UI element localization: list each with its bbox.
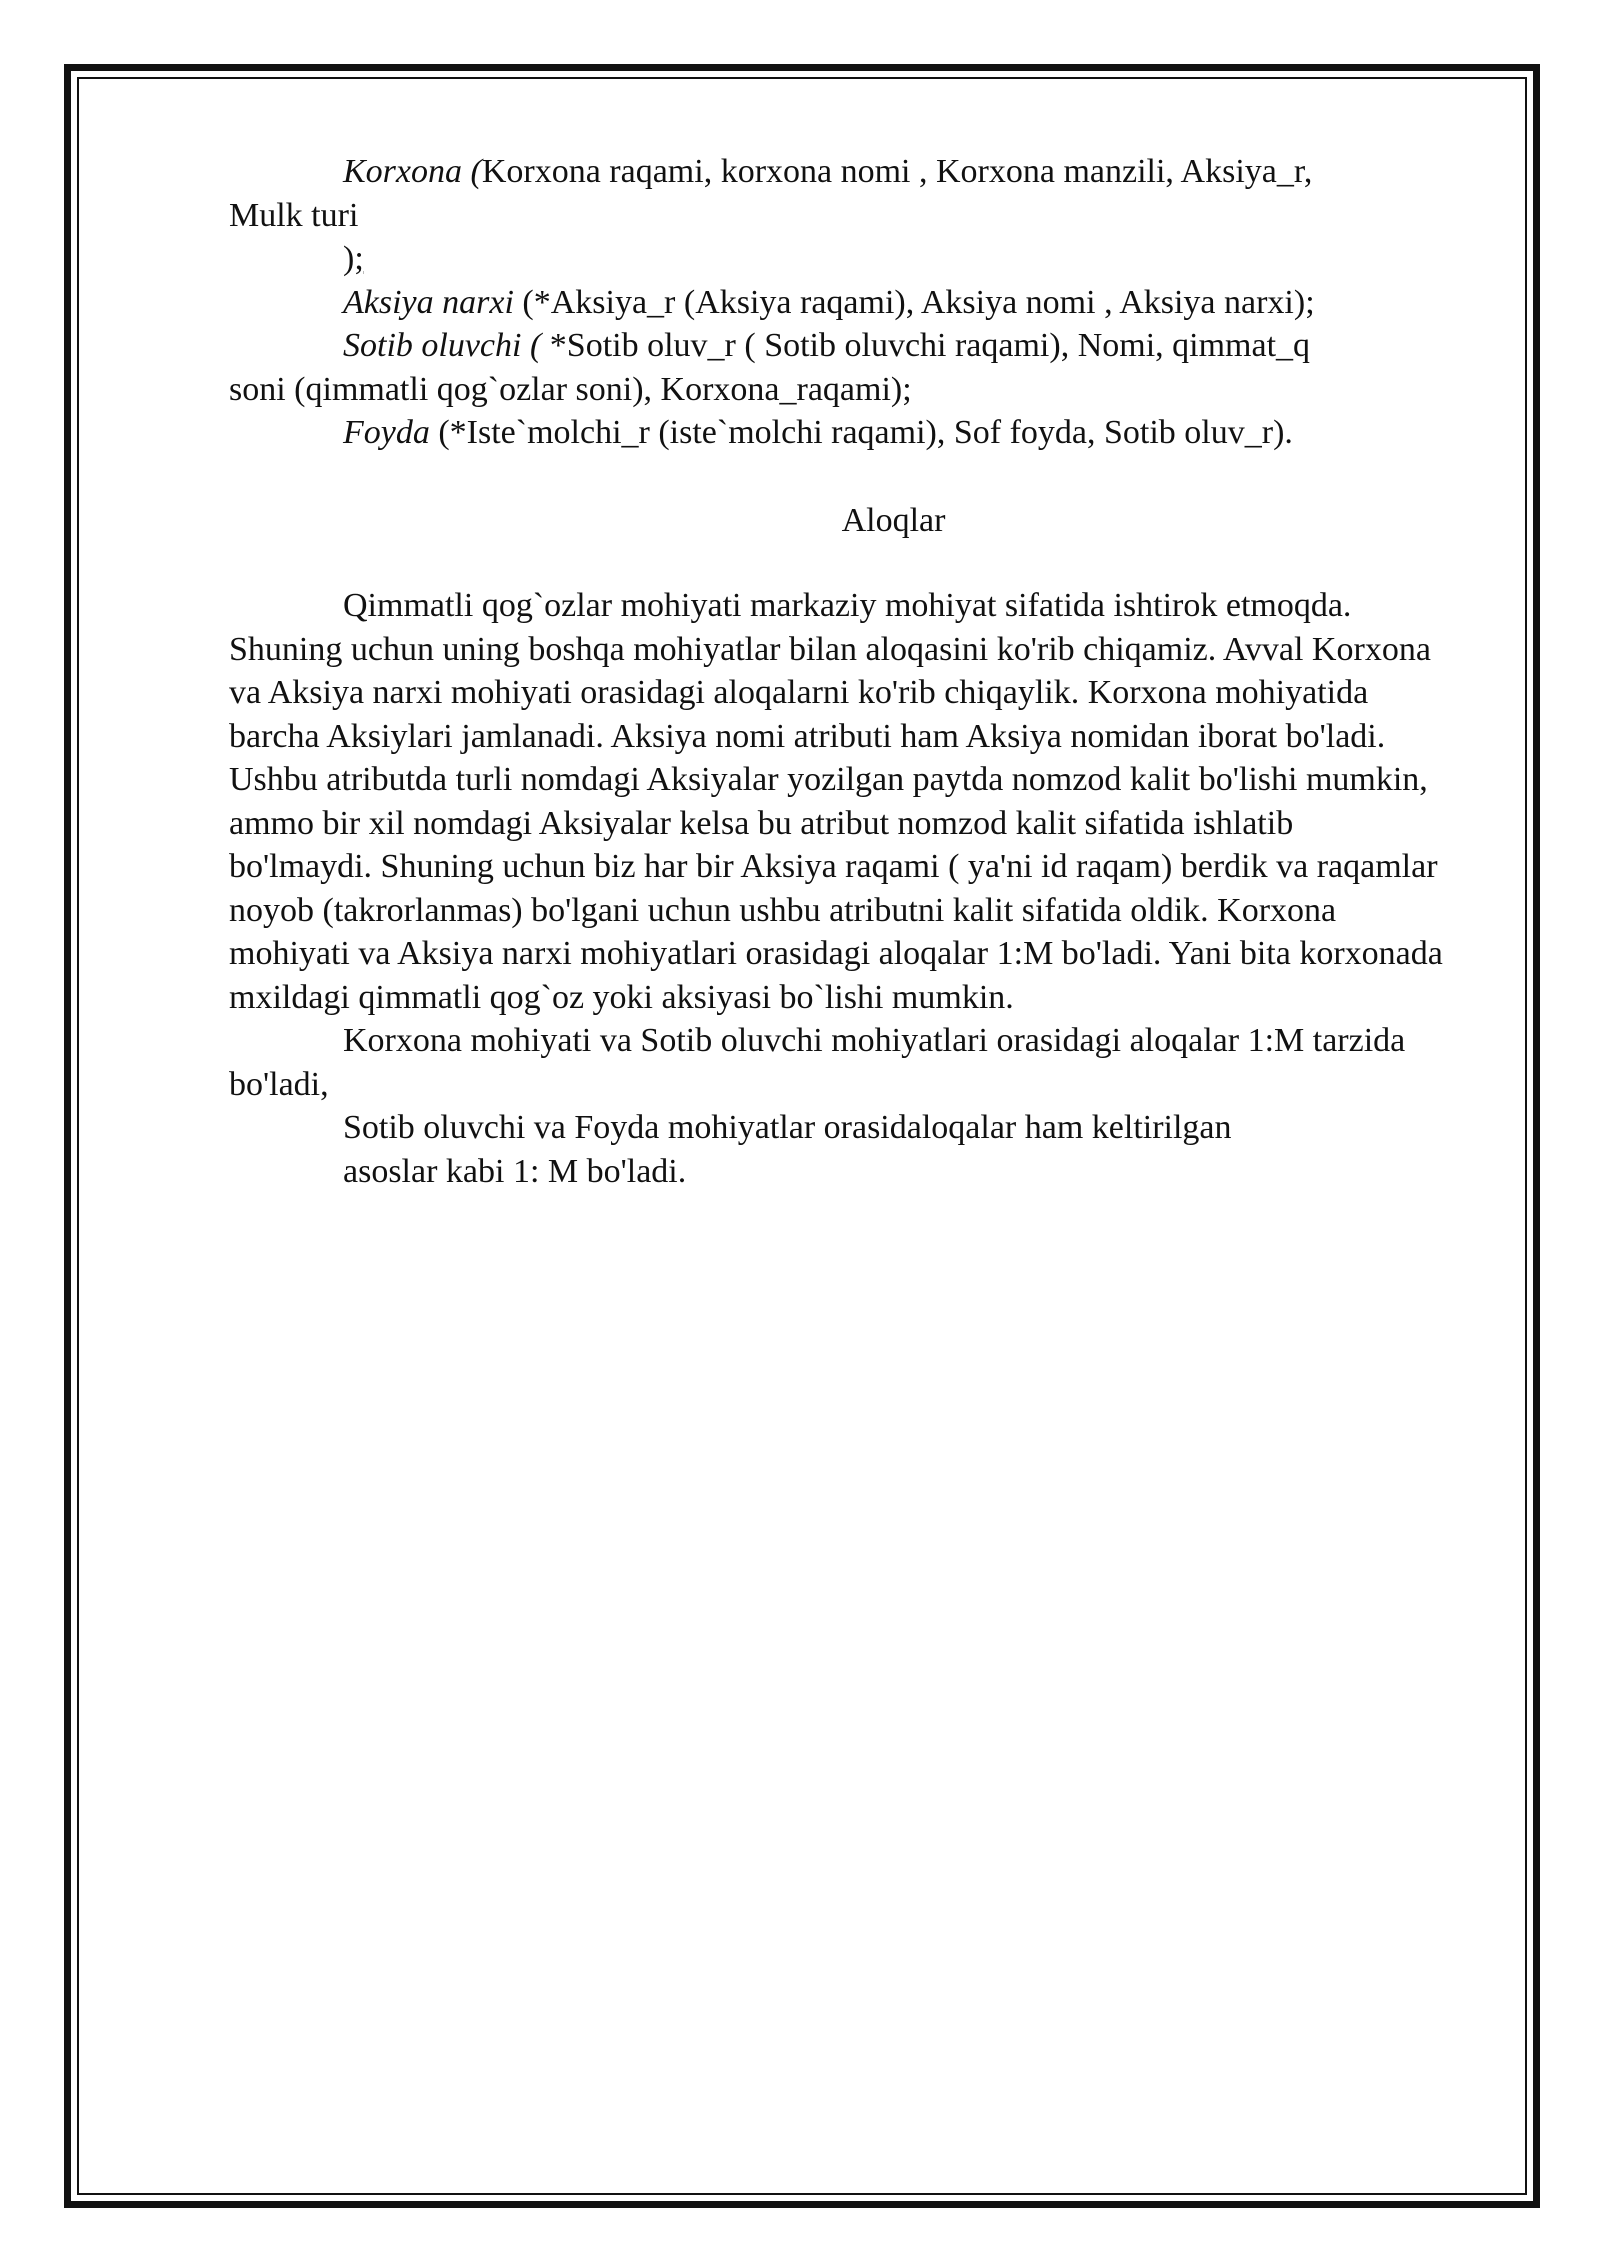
entity-attrs-korxona-line2: Mulk turi — [229, 196, 359, 234]
paragraph-relations-3-line1: Sotib oluvchi va Foyda mohiyatlar orasidaloqalar ham keltirilgan — [343, 1109, 1232, 1146]
schema-foyda — [229, 411, 1444, 455]
document-body — [229, 150, 1444, 1193]
section-heading: Aloqlar — [841, 501, 946, 539]
schema-korxona-close — [229, 237, 1444, 281]
schema-aksiya-narxi — [229, 281, 1444, 325]
entity-name-aksiya-narxi: Aksiya narxi — [343, 283, 514, 321]
entity-attrs-foyda: (*Iste`molchi_r (iste`molchi raqami), Sof foyda, Sotib oluv_r). — [429, 414, 1293, 451]
entity-name-korxona: Korxona ( — [343, 153, 482, 190]
schema-sotib-oluvchi-continued — [229, 368, 1444, 412]
entity-attrs-aksiya-narxi: (*Aksiya_r (Aksiya raqami), Aksiya nomi , Aksiya narxi); — [513, 283, 1315, 321]
entity-name-sotib-oluvchi: Sotib oluvchi ( — [343, 327, 542, 364]
entity-name-foyda: Foyda — [343, 414, 430, 451]
paragraph-relations-3-line2: asoslar kabi 1: M bo'ladi. — [343, 1152, 687, 1190]
entity-semicolon-sotib-oluvchi: ; — [902, 370, 912, 408]
schema-korxona — [229, 150, 1444, 194]
entity-close-korxona: ); — [343, 240, 364, 277]
schema-sotib-oluvchi — [229, 324, 1444, 368]
entity-attrs-sotib-oluvchi-line2: soni (qimmatli qog`ozlar soni), Korxona_raqami) — [229, 370, 903, 408]
schema-korxona-continued — [229, 194, 1444, 238]
entity-attrs-sotib-oluvchi-line1: *Sotib oluv_r ( Sotib oluvchi raqami), Nomi, qimmat_q — [541, 327, 1311, 364]
paragraph-relations-2: Korxona mohiyati va Sotib oluvchi mohiyatlari orasidagi aloqalar 1:M tarzida bo'ladi, — [229, 1022, 1406, 1103]
entity-attrs-korxona-line1: Korxona raqami, korxona nomi , Korxona manzili, Aksiya_r, — [481, 153, 1313, 190]
paragraph-relations-1: Qimmatli qog`ozlar mohiyati markaziy mohiyat sifatida ishtirok etmoqda. Shuning uchun uning boshqa mohiyatlar bilan aloqasini ko'rib chiqamiz. Avval Korxona va Aksiya narxi mohiyati orasidagi aloqalarni ko'rib chiqaylik. Korxona mohiyatida barcha Aksiylari jamlanadi. Aksiya nomi atributi ham Aksiya nomidan iborat bo'ladi. Ushbu atributda turli nomdagi Aksiyalar yozilgan paytda nomzod kalit bo'lishi mumkin, ammo bir xil nomdagi Aksiyalar kelsa bu atribut nomzod kalit sifatida ishlatib bo'lmaydi. Shuning uchun biz har bir Aksiya raqami ( ya'ni id raqam) berdik va raqamlar noyob (takrorlanmas) bo'lgani uchun ushbu atributni kalit sifatida oldik. Korxona mohiyati va Aksiya narxi mohiyatlari orasidagi aloqalar 1:M bo'ladi. Yani bita korxonada mxildagi qimmatli qog`oz yoki aksiyasi bo`lishi mumkin. — [229, 587, 1443, 1016]
